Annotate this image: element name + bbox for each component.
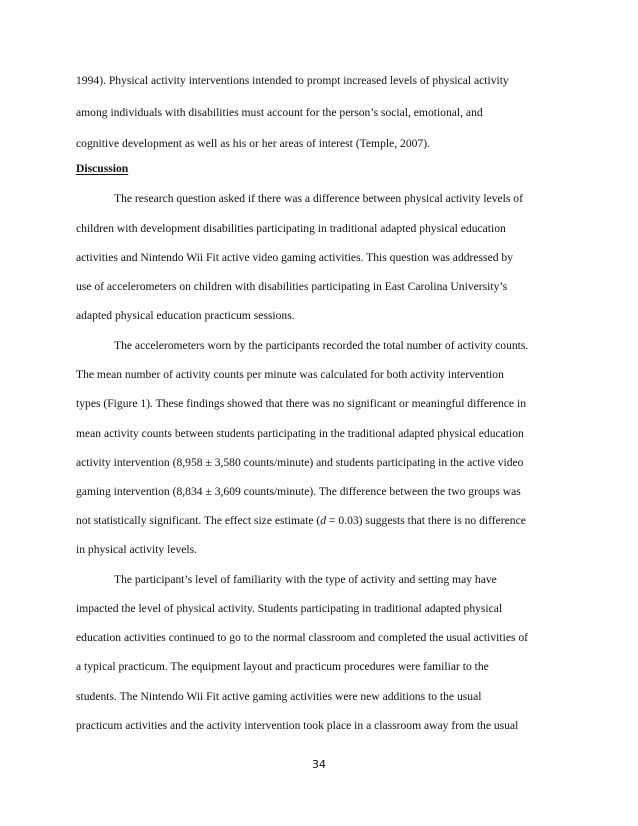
body-text-line: a typical practicum. The equipment layout and practicum procedures were familiar to the: [76, 660, 489, 673]
body-text-line: children with development disabilities participating in traditional adapted physical education: [76, 222, 506, 235]
body-text-line: The research question asked if there was a difference between physical activity levels of: [114, 192, 523, 205]
body-text-line: among individuals with disabilities must account for the person’s social, emotional, and: [76, 106, 483, 119]
section-heading: Discussion: [76, 162, 129, 175]
text-segment: not statistically significant. The effect size estimate (: [76, 514, 321, 527]
body-text-line: activity intervention (8,958 ± 3,580 counts/minute) and students participating in the active video: [76, 456, 524, 469]
text-segment: = 0.03) suggests that there is no difference: [326, 514, 526, 527]
body-text-line: The participant’s level of familiarity with the type of activity and setting may have: [114, 573, 497, 586]
body-text-line: activities and Nintendo Wii Fit active video gaming activities. This question was addressed by: [76, 251, 514, 264]
effect-size-symbol: d: [320, 514, 327, 527]
body-text-line: [76, 514, 526, 528]
page-number: 34: [312, 758, 326, 771]
body-text-line: The accelerometers worn by the participants recorded the total number of activity counts.: [114, 339, 529, 352]
body-text-line: education activities continued to go to the normal classroom and completed the usual activities of: [76, 631, 529, 644]
body-text-line: mean activity counts between students participating in the traditional adapted physical education: [76, 427, 524, 440]
body-text-line: in physical activity levels.: [76, 543, 198, 556]
body-text-line: practicum activities and the activity intervention took place in a classroom away from the usual: [76, 719, 519, 732]
body-text-line: 1994). Physical activity interventions intended to prompt increased levels of physical activity: [76, 74, 509, 87]
body-text-line: impacted the level of physical activity. Students participating in traditional adapted physical: [76, 602, 503, 615]
body-text-line: students. The Nintendo Wii Fit active gaming activities were new additions to the usual: [76, 690, 482, 703]
body-text-line: types (Figure 1). These findings showed that there was no significant or meaningful difference in: [76, 397, 526, 410]
body-text-line: adapted physical education practicum sessions.: [76, 309, 295, 322]
body-text-line: The mean number of activity counts per minute was calculated for both activity intervention: [76, 368, 504, 381]
body-text-line: use of accelerometers on children with disabilities participating in East Carolina University’s: [76, 280, 508, 293]
body-text-line: gaming intervention (8,834 ± 3,609 counts/minute). The difference between the two groups was: [76, 485, 521, 498]
body-text-line: cognitive development as well as his or her areas of interest (Temple, 2007).: [76, 137, 430, 150]
